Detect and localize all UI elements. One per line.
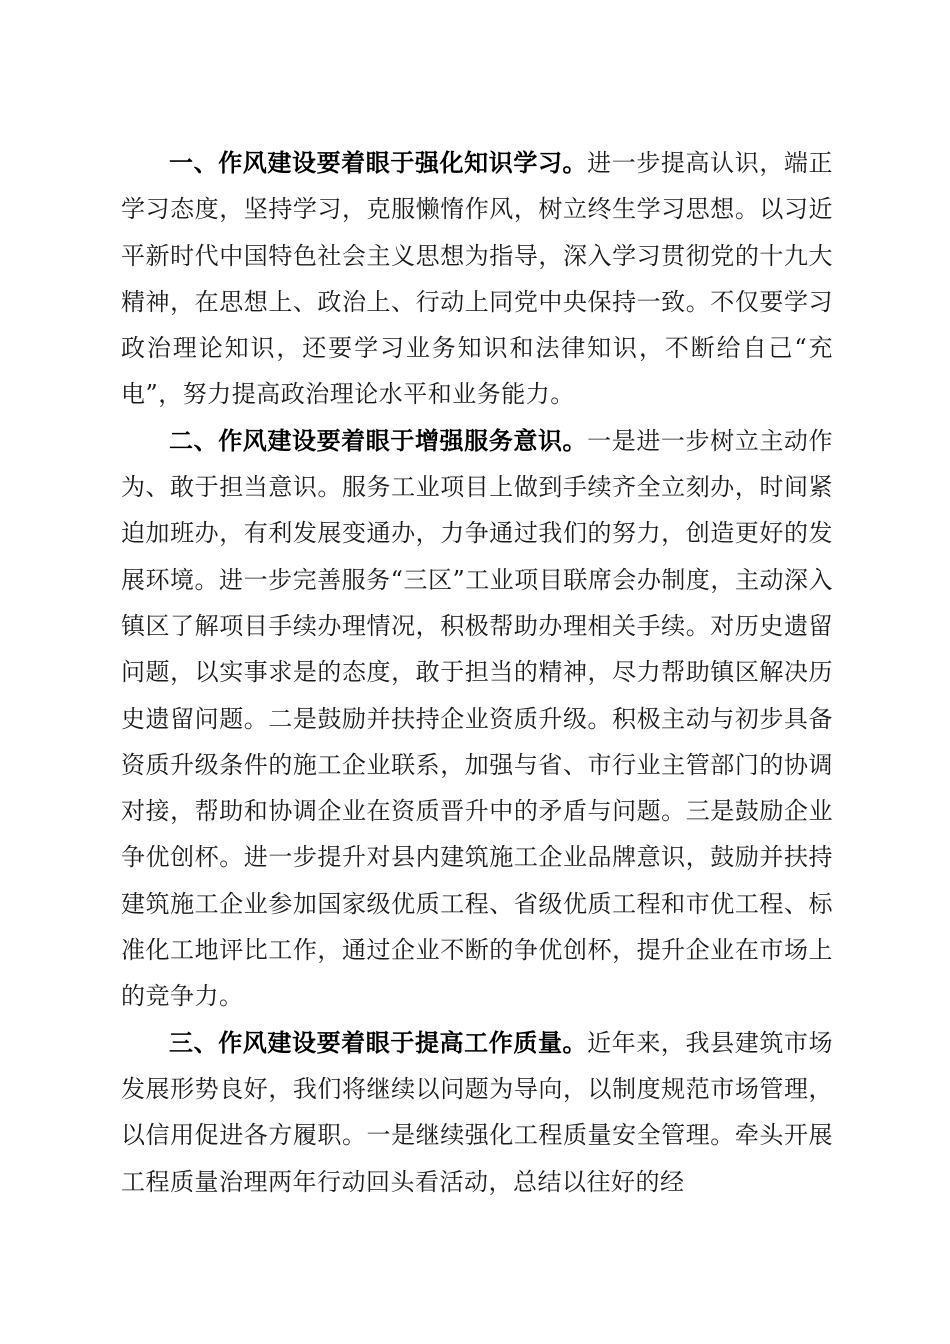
paragraph-3 xyxy=(121,1020,833,1205)
paragraph-1-text: 进一步提高认识，端正学习态度，坚持学习，克服懒惰作风，树立终生学习思想。以习近平新时代中国特色社会主义思想为指导，深入学习贯彻党的十九大精神，在思想上、政治上、行动上同党中央保持一致。不仅要学习政治理论知识，还要学习业务知识和法律知识，不断给自己“充电”，努力提高政治理论水平和业务能力。 xyxy=(121,149,834,409)
paragraph-3-text: 近年来，我县建筑市场发展形势良好，我们将继续以问题为导向，以制度规范市场管理，以信用促进各方履职。一是继续强化工程质量安全管理。牵头开展工程质量治理两年行动回头看活动，总结以往好的经 xyxy=(121,1028,834,1196)
paragraph-2-text: 一是进一步树立主动作为、敢于担当意识。服务工业项目上做到手续齐全立刻办，时间紧迫加班办，有利发展变通办，力争通过我们的努力，创造更好的发展环境。进一步完善服务“三区”工业项目联席会办制度，主动深入镇区了解项目手续办理情况，积极帮助办理相关手续。对历史遗留问题，以实事求是的态度，敢于担当的精神，尽力帮助镇区解决历史遗留问题。二是鼓励并扶持企业资质升级。积极主动与初步具备资质升级条件的施工企业联系，加强与省、市行业主管部门的协调对接，帮助和协调企业在资质晋升中的矛盾与问题。三是鼓励企业争优创杯。进一步提升对县内建筑施工企业品牌意识，鼓励并扶持建筑施工企业参加国家级优质工程、省级优质工程和市优工程、标准化工地评比工作，通过企业不断的争优创杯，提升企业在市场上的竞争力。 xyxy=(121,426,834,1011)
paragraph-2-heading: 二、作风建设要着眼于增强服务意识。 xyxy=(169,426,588,455)
paragraph-1 xyxy=(121,140,833,418)
document-body xyxy=(121,140,833,1205)
paragraph-2 xyxy=(121,418,833,1020)
paragraph-3-heading: 三、作风建设要着眼于提高工作质量。 xyxy=(169,1028,588,1057)
paragraph-1-heading: 一、作风建设要着眼于强化知识学习。 xyxy=(169,149,588,177)
